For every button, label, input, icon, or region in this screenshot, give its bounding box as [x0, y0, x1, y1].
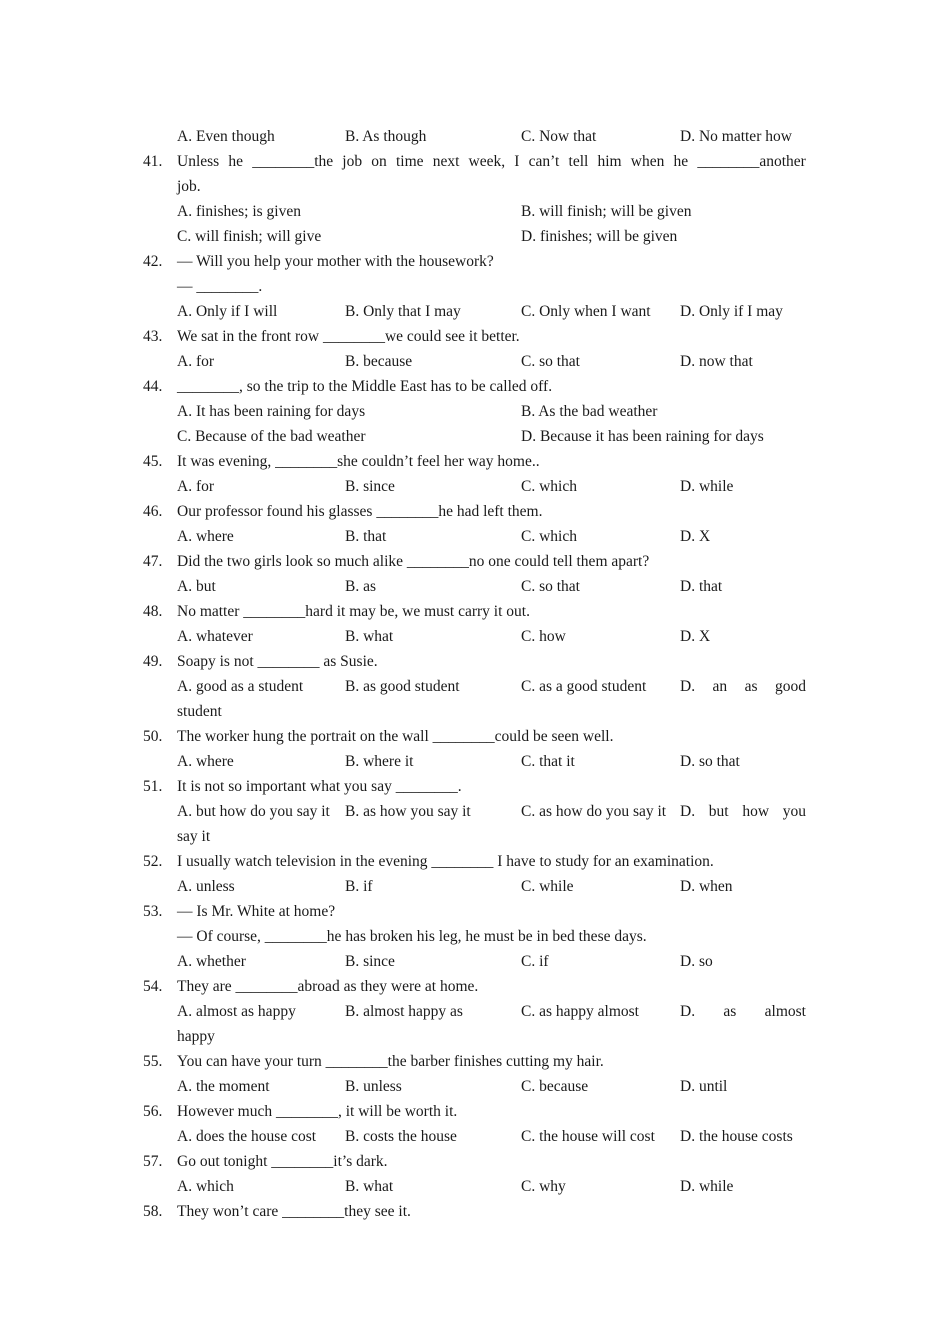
options-row	[0, 1174, 950, 1199]
option-b: B. As though	[345, 128, 427, 145]
option-d: D. when	[680, 878, 733, 895]
option-a: A. which	[177, 1178, 234, 1195]
options-row	[0, 749, 950, 774]
question-55	[0, 1049, 950, 1074]
option-d: D. but how you	[680, 803, 806, 820]
option-d: D. No matter how	[680, 128, 792, 145]
option-a: A. whatever	[177, 628, 253, 645]
question-text: However much ________, it will be worth it.	[177, 1103, 458, 1120]
question-text: The worker hung the portrait on the wall ________could be seen well.	[177, 728, 614, 745]
question-text: Did the two girls look so much alike ________no one could tell them apart?	[177, 553, 650, 570]
question-text: They are ________abroad as they were at home.	[177, 978, 479, 995]
option-d: D. so	[680, 953, 713, 970]
option-c: C. how	[521, 628, 566, 645]
option-b: B. will finish; will be given	[521, 203, 692, 220]
option-d: D. the house costs	[680, 1128, 793, 1145]
option-b: B. Only that I may	[345, 303, 461, 320]
option-b: B. As the bad weather	[521, 403, 658, 420]
options-row	[0, 949, 950, 974]
question-number: 57.	[143, 1153, 163, 1170]
option-b: B. as how you say it	[345, 803, 471, 820]
options-row	[0, 474, 950, 499]
option-c: C. because	[521, 1078, 589, 1095]
option-a: A. whether	[177, 953, 246, 970]
option-a: A. good as a student	[177, 678, 304, 695]
question-number: 53.	[143, 903, 163, 920]
question-number: 56.	[143, 1103, 163, 1120]
question-54	[0, 974, 950, 999]
options-row	[0, 124, 950, 149]
question-text: It was evening, ________she couldn’t feel her way home..	[177, 453, 540, 470]
option-a: A. for	[177, 478, 215, 495]
question-42	[0, 249, 950, 274]
question-48	[0, 599, 950, 624]
option-a: A. the moment	[177, 1078, 270, 1095]
option-a: A. almost as happy	[177, 1003, 296, 1020]
option-c: C. why	[521, 1178, 566, 1195]
option-c: C. if	[521, 953, 549, 970]
option-a: A. where	[177, 753, 234, 770]
question-51	[0, 774, 950, 799]
question-text: You can have your turn ________the barber finishes cutting my hair.	[177, 1053, 604, 1070]
question-number: 50.	[143, 728, 163, 745]
option-b: B. what	[345, 1178, 394, 1195]
option-d: D. Because it has been raining for days	[521, 428, 764, 445]
option-d: D. while	[680, 1178, 734, 1195]
option-c: C. Because of the bad weather	[177, 428, 366, 445]
option-b: B. unless	[345, 1078, 402, 1095]
question-text: — Is Mr. White at home?	[177, 903, 336, 920]
question-number: 43.	[143, 328, 163, 345]
option-d: D. finishes; will be given	[521, 228, 678, 245]
option-b: B. since	[345, 953, 395, 970]
option-c: C. while	[521, 878, 574, 895]
option-c: C. the house will cost	[521, 1128, 655, 1145]
option-b: B. because	[345, 353, 413, 370]
option-d-continued: happy	[177, 1028, 215, 1045]
option-d: D. X	[680, 528, 711, 545]
option-b: B. since	[345, 478, 395, 495]
option-d-continued: say it	[177, 828, 211, 845]
options-row	[0, 349, 950, 374]
question-number: 58.	[143, 1203, 163, 1220]
question-number: 47.	[143, 553, 163, 570]
question-text: Our professor found his glasses ________he had left them.	[177, 503, 543, 520]
options-row	[0, 674, 950, 699]
question-number: 44.	[143, 378, 163, 395]
options-row	[0, 574, 950, 599]
options-row	[0, 1124, 950, 1149]
question-42-reply: — ________.	[177, 278, 263, 295]
question-49	[0, 649, 950, 674]
option-c: C. so that	[521, 578, 580, 595]
option-b: B. costs the house	[345, 1128, 457, 1145]
question-number: 41.	[143, 153, 163, 170]
question-53-reply: — Of course, ________he has broken his leg, he must be in bed these days.	[177, 928, 647, 945]
question-text: I usually watch television in the evening ________ I have to study for an examination.	[177, 853, 714, 870]
question-41-continued: job.	[177, 178, 201, 195]
options-row	[0, 399, 950, 424]
question-number: 46.	[143, 503, 163, 520]
option-c: C. which	[521, 478, 577, 495]
option-a: A. for	[177, 353, 215, 370]
question-number: 54.	[143, 978, 163, 995]
question-41	[0, 149, 950, 174]
option-d: D. X	[680, 628, 711, 645]
question-58	[0, 1199, 950, 1224]
question-text: — Will you help your mother with the housework?	[177, 253, 494, 270]
question-text: Go out tonight ________it’s dark.	[177, 1153, 388, 1170]
question-text: We sat in the front row ________we could see it better.	[177, 328, 520, 345]
option-c: C. Now that	[521, 128, 597, 145]
question-number: 51.	[143, 778, 163, 795]
option-b: B. as good student	[345, 678, 460, 695]
options-row	[0, 999, 950, 1024]
options-row	[0, 299, 950, 324]
question-44	[0, 374, 950, 399]
question-text: They won’t care ________they see it.	[177, 1203, 411, 1220]
options-row	[0, 224, 950, 249]
options-row	[0, 624, 950, 649]
option-d: D. so that	[680, 753, 740, 770]
option-a: A. but how do you say it	[177, 803, 330, 820]
option-d: D. an as good	[680, 678, 806, 695]
question-number: 52.	[143, 853, 163, 870]
question-number: 55.	[143, 1053, 163, 1070]
option-a: A. but	[177, 578, 216, 595]
question-46	[0, 499, 950, 524]
option-b: B. that	[345, 528, 387, 545]
option-c: C. that it	[521, 753, 575, 770]
option-a: A. It has been raining for days	[177, 403, 366, 420]
option-d: D. as almost	[680, 1003, 806, 1020]
option-b: B. almost happy as	[345, 1003, 463, 1020]
option-c: C. so that	[521, 353, 580, 370]
option-a: A. Even though	[177, 128, 275, 145]
question-57	[0, 1149, 950, 1174]
option-d: D. now that	[680, 353, 753, 370]
option-d: D. that	[680, 578, 723, 595]
question-text: Soapy is not ________ as Susie.	[177, 653, 378, 670]
option-a: A. Only if I will	[177, 303, 278, 320]
options-row	[0, 1074, 950, 1099]
options-row	[0, 424, 950, 449]
question-53	[0, 899, 950, 924]
option-a: A. finishes; is given	[177, 203, 301, 220]
option-b: B. where it	[345, 753, 414, 770]
option-a: A. does the house cost	[177, 1128, 317, 1145]
question-text: It is not so important what you say ________.	[177, 778, 462, 795]
option-d: D. until	[680, 1078, 728, 1095]
question-number: 48.	[143, 603, 163, 620]
question-number: 45.	[143, 453, 163, 470]
option-b: B. what	[345, 628, 394, 645]
options-row	[0, 799, 950, 824]
option-a: A. where	[177, 528, 234, 545]
option-c: C. will finish; will give	[177, 228, 322, 245]
options-row	[0, 874, 950, 899]
options-row	[0, 199, 950, 224]
question-47	[0, 549, 950, 574]
question-45	[0, 449, 950, 474]
option-c: C. as happy almost	[521, 1003, 639, 1020]
option-c: C. as how do you say it	[521, 803, 667, 820]
option-d-continued: student	[177, 703, 222, 720]
question-43	[0, 324, 950, 349]
option-c: C. as a good student	[521, 678, 647, 695]
question-number: 42.	[143, 253, 163, 270]
question-52	[0, 849, 950, 874]
options-row	[0, 524, 950, 549]
option-c: C. which	[521, 528, 577, 545]
option-d: D. while	[680, 478, 734, 495]
question-text: Unless he ________the job on time next week, I can’t tell him when he ________another	[177, 153, 806, 170]
option-d: D. Only if I may	[680, 303, 783, 320]
option-c: C. Only when I want	[521, 303, 651, 320]
question-text: ________, so the trip to the Middle East has to be called off.	[177, 378, 553, 395]
question-50	[0, 724, 950, 749]
question-number: 49.	[143, 653, 163, 670]
option-b: B. as	[345, 578, 376, 595]
option-b: B. if	[345, 878, 373, 895]
question-56	[0, 1099, 950, 1124]
option-a: A. unless	[177, 878, 235, 895]
question-text: No matter ________hard it may be, we must carry it out.	[177, 603, 530, 620]
